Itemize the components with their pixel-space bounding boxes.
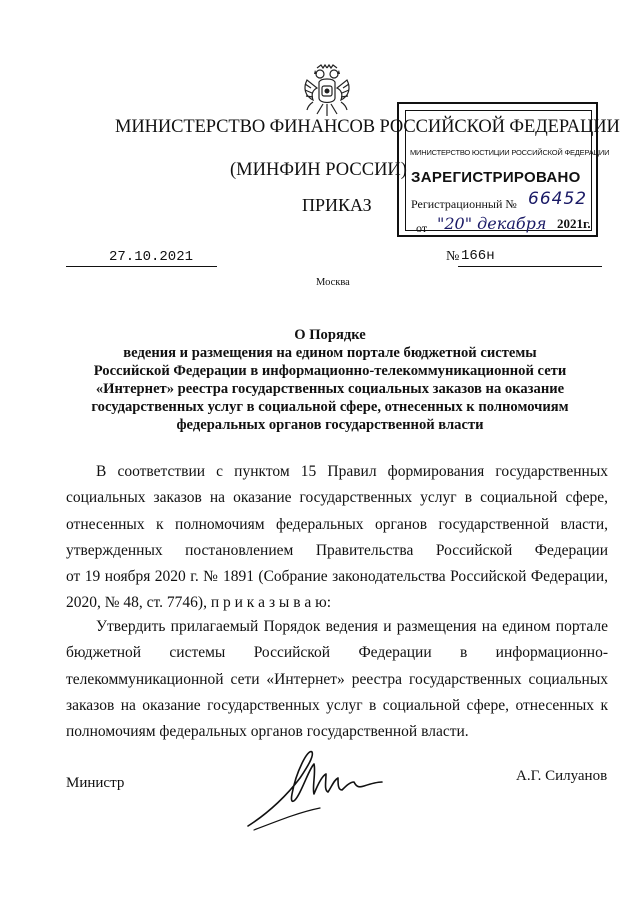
ministry-abbreviation: (МИНФИН РОССИИ) [230,160,407,180]
stamp-date-label: от [416,221,428,235]
title-line: федеральных органов государственной власти [176,417,484,433]
stamp-reg-number: 66452 [528,189,588,209]
body-paragraph-2 [66,614,608,745]
stamp-ministry-of-justice: МИНИСТЕРСТВО ЮСТИЦИИ РОССИЙСКОЙ ФЕДЕРАЦИИ [410,148,610,157]
body-line: утвержденных постановлением Правительства Российской Федерации [66,541,608,559]
stamp-reg-label: Регистрационный № [411,197,517,211]
coat-of-arms-icon [301,62,353,120]
city: Москва [316,277,350,288]
document-title [80,326,580,434]
date-underline [66,266,217,267]
ministry-name: МИНИСТЕРСТВО ФИНАНСОВ РОССИЙСКОЙ ФЕДЕРАЦИИ [115,117,620,137]
body-line: заказов на оказание государственных услуг в социальной сфере, отнесенных к [66,696,608,714]
title-line: государственных услуг в социальной сфере, отнесенных к полномочиям [91,399,569,415]
signer-name: А.Г. Силуанов [516,768,608,784]
document-number: 166н [461,248,495,264]
number-sign: № [446,249,460,264]
document-type: ПРИКАЗ [302,195,372,215]
body-line: телекоммуникационной сети «Интернет» реестра государственных социальных [66,670,608,688]
body-line: 2020, № 48, ст. 7746), п р и к а з ы в а ю: [66,594,332,612]
body-line: от 19 ноября 2020 г. № 1891 (Собрание законодательства Российской Федерации, [66,568,608,586]
title-line: ведения и размещения на едином портале бюджетной системы [123,345,537,361]
title-line: О Порядке [294,327,366,343]
stamp-date-handwritten: "20" декабря [437,214,547,233]
registration-stamp [397,102,610,237]
body-line: В соответствии с пунктом 15 Правил формирования государственных [96,463,608,480]
body-paragraph-1 [66,459,608,617]
title-line: «Интернет» реестра государственных социальных заказов на оказание [95,381,565,397]
body-line: Утвердить прилагаемый Порядок ведения и размещения на едином портале [96,618,608,635]
stamp-registered: ЗАРЕГИСТРИРОВАНО [411,169,581,186]
number-underline [458,266,602,267]
body-line: отнесенных к полномочиям федеральных органов государственной власти, [66,515,608,533]
body-line: социальных заказов на оказание государственных услуг в социальной сфере, [66,489,608,507]
signature-icon [240,742,390,834]
body-line: полномочиям федеральных органов государственной власти. [66,723,469,741]
title-line: Российской Федерации в информационно-телекоммуникационной сети [93,363,567,379]
document-date: 27.10.2021 [109,249,194,265]
body-line: бюджетной системы Российской Федерации в информационно- [66,644,608,662]
signer-role: Министр [66,775,125,791]
stamp-date-year: 2021г. [557,216,591,231]
